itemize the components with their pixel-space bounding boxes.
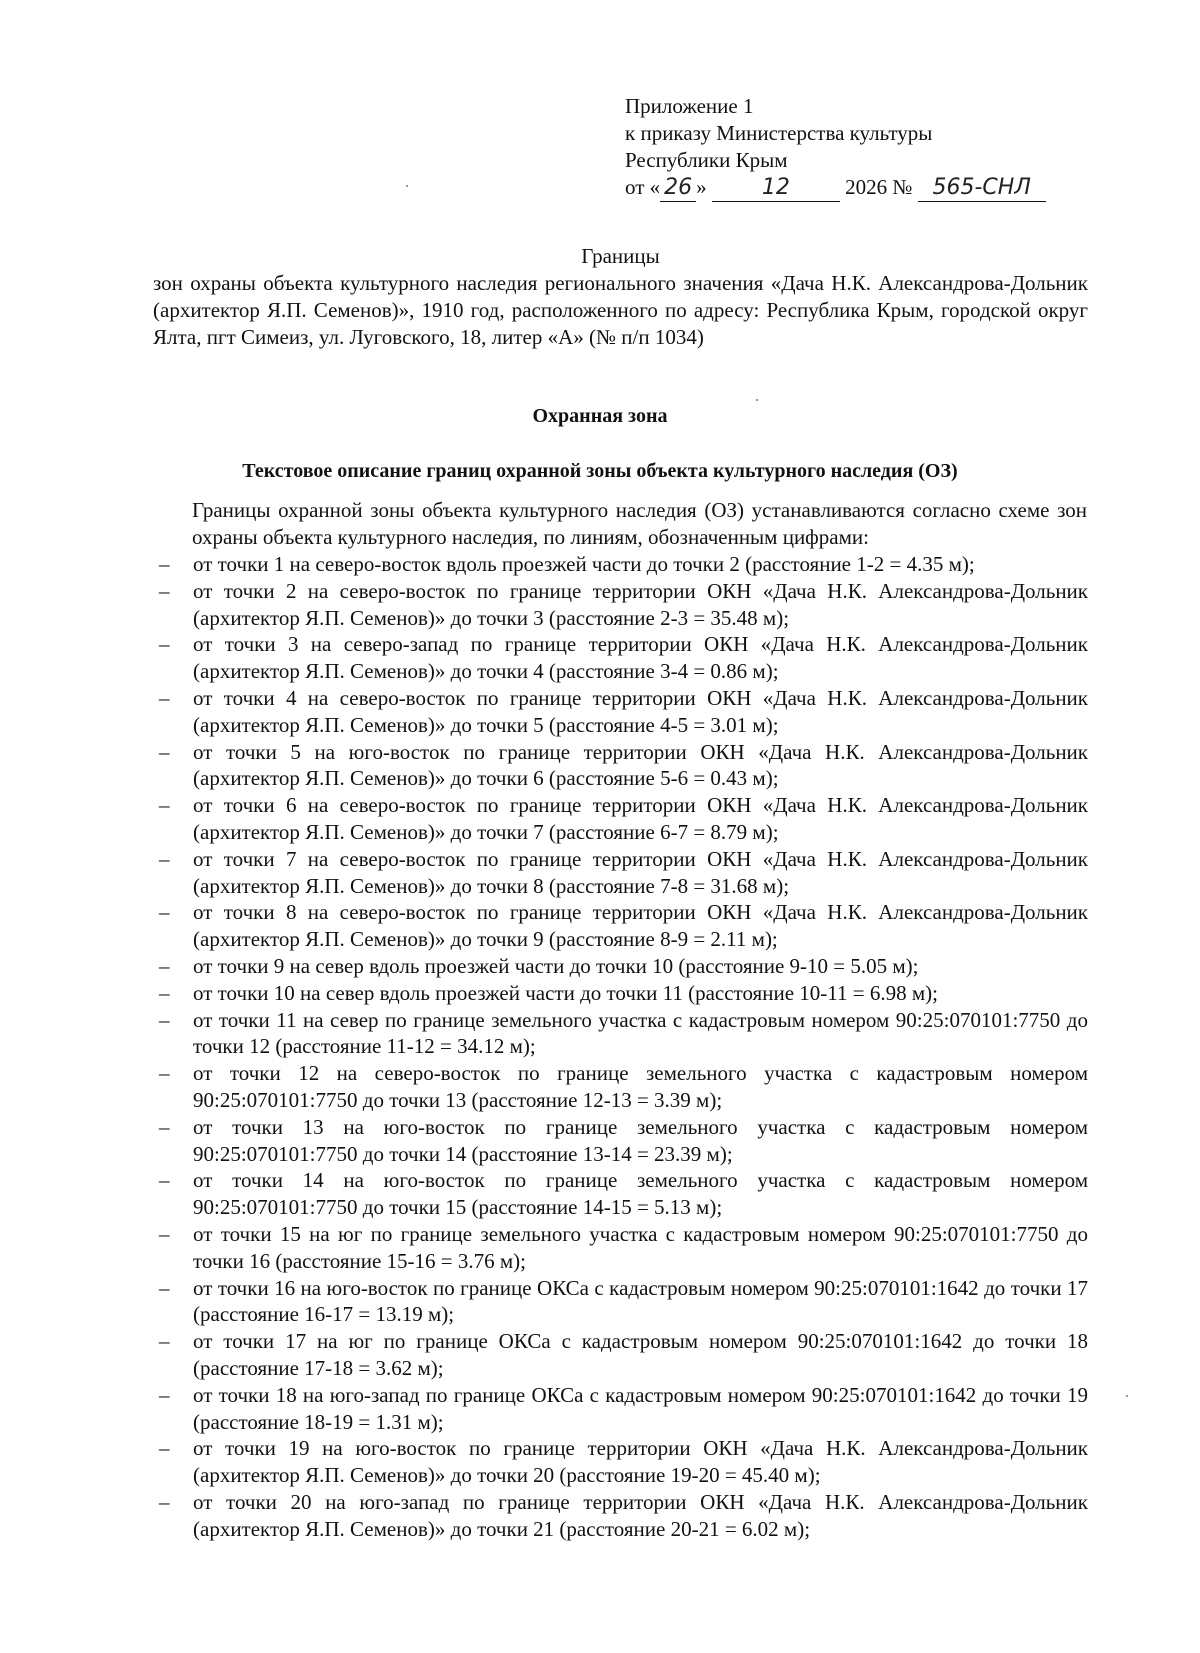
list-item-text: от точки 18 на юго-запад по границе ОКСа с кадастровым номером 90:25:070101:1642 до точки 19 (расстояние 18-19 = 1.31 м); — [193, 1382, 1088, 1434]
list-item — [153, 1382, 1088, 1436]
appendix-header — [625, 93, 1046, 202]
order-date-line — [625, 174, 1046, 202]
bullet-dash: – — [159, 980, 170, 1005]
subsection-heading: Текстовое описание границ охранной зоны объекта культурного наследия (ОЗ) — [242, 460, 958, 482]
list-item — [153, 1489, 1088, 1543]
list-item — [153, 739, 1088, 793]
bullet-dash: – — [159, 685, 170, 710]
list-item-text: от точки 9 на север вдоль проезжей части до точки 10 (расстояние 9-10 = 5.05 м); — [193, 953, 919, 978]
year-number-label: 2026 № — [845, 175, 913, 199]
list-item — [153, 1114, 1088, 1168]
list-item-text: от точки 8 на северо-восток по границе территории ОКН «Дача Н.К. Александрова-Дольник (архитектор Я.П. Семенов)» до точки 9 (расстояние 8-9 = 2.11 м); — [193, 900, 1088, 952]
list-item — [153, 1060, 1088, 1114]
section-heading: Охранная зона — [532, 405, 668, 427]
list-item-text: от точки 17 на юг по границе ОКСа с кадастровым номером 90:25:070101:1642 до точки 18 (расстояние 17-18 = 3.62 м); — [193, 1329, 1088, 1380]
bullet-dash: – — [159, 1114, 170, 1139]
list-item-text: от точки 16 на юго-восток по границе ОКСа с кадастровым номером 90:25:070101:1642 до точки 17 (расстояние 16-17 = 13.19 м); — [193, 1275, 1088, 1327]
list-item — [153, 1435, 1088, 1489]
date-close: » — [696, 175, 707, 199]
list-item — [153, 1328, 1088, 1382]
list-item — [153, 578, 1088, 632]
bullet-dash: – — [159, 1061, 170, 1086]
appendix-line-3: Республики Крым — [625, 148, 788, 172]
list-item — [153, 953, 1088, 980]
list-item-text: от точки 10 на север вдоль проезжей части до точки 11 (расстояние 10-11 = 6.98 м); — [193, 980, 938, 1005]
bullet-dash: – — [159, 1436, 170, 1461]
list-item-text: от точки 1 на северо-восток вдоль проезжей части до точки 2 (расстояние 1-2 = 4.35 м); — [193, 552, 975, 576]
bullet-dash: – — [159, 1329, 170, 1354]
list-item — [153, 1007, 1088, 1061]
bullet-dash: – — [159, 739, 170, 764]
scan-speck — [406, 185, 408, 187]
list-item-text: от точки 15 на юг по границе земельного участка с кадастровым номером 90:25:070101:7750 до точки 16 (расстояние 15-16 = 3.76 м); — [193, 1221, 1088, 1273]
bullet-dash: – — [159, 1382, 170, 1407]
title-text: зон охраны объекта культурного наследия регионального значения «Дача Н.К. Александрова-Дольник (архитектор Я.П. Семенов)», 1910 год, расположенного по адресу: Республика Крым, городской округ Ялта, пгт Симеиз, ул. Луговского, 18, литер «А» (№ п/п 1034) — [153, 271, 1088, 349]
order-number: 565-СНЛ — [918, 174, 1046, 202]
list-item-text: от точки 7 на северо-восток по границе территории ОКН «Дача Н.К. Александрова-Дольник (архитектор Я.П. Семенов)» до точки 8 (расстояние 7-8 = 31.68 м); — [193, 846, 1088, 898]
bullet-dash: – — [159, 1168, 170, 1193]
list-item — [153, 1275, 1088, 1329]
bullet-dash: – — [159, 632, 170, 657]
list-item-text: от точки 13 на юго-восток по границе земельного участка с кадастровым номером 90:25:070101:7750 до точки 14 (расстояние 13-14 = 23.39 м); — [193, 1114, 1088, 1166]
date-month: 12 — [712, 174, 840, 202]
bullet-dash: – — [159, 846, 170, 871]
list-item — [153, 846, 1088, 900]
list-item-text: от точки 19 на юго-восток по границе территории ОКН «Дача Н.К. Александрова-Дольник (архитектор Я.П. Семенов)» до точки 20 (расстояние 19-20 = 45.40 м); — [193, 1436, 1088, 1488]
appendix-line-2: к приказу Министерства культуры — [625, 121, 933, 145]
bullet-dash: – — [159, 793, 170, 818]
list-item-text: от точки 5 на юго-восток по границе территории ОКН «Дача Н.К. Александрова-Дольник (архитектор Я.П. Семенов)» до точки 6 (расстояние 5-6 = 0.43 м); — [193, 739, 1088, 791]
scan-speck — [1126, 1395, 1128, 1397]
boundary-list — [153, 551, 1088, 1542]
list-item-text: от точки 12 на северо-восток по границе земельного участка с кадастровым номером 90:25:070101:7750 до точки 13 (расстояние 12-13 = 3.39 м); — [193, 1061, 1088, 1112]
list-item — [153, 631, 1088, 685]
appendix-line-1: Приложение 1 — [625, 94, 754, 118]
bullet-dash: – — [159, 552, 170, 576]
list-item-text: от точки 20 на юго-запад по границе территории ОКН «Дача Н.К. Александрова-Дольник (архитектор Я.П. Семенов)» до точки 21 (расстояние 20-21 = 6.02 м); — [193, 1489, 1088, 1541]
scan-speck — [756, 399, 758, 401]
bullet-dash: – — [159, 953, 170, 978]
bullet-dash: – — [159, 1489, 170, 1514]
title-heading: Границы — [581, 244, 660, 268]
list-item-text: от точки 4 на северо-восток по границе территории ОКН «Дача Н.К. Александрова-Дольник (архитектор Я.П. Семенов)» до точки 5 (расстояние 4-5 = 3.01 м); — [193, 685, 1088, 737]
document-title — [153, 243, 1088, 351]
bullet-dash: – — [159, 1221, 170, 1246]
bullet-dash: – — [159, 578, 170, 603]
list-item-text: от точки 2 на северо-восток по границе территории ОКН «Дача Н.К. Александрова-Дольник (архитектор Я.П. Семенов)» до точки 3 (расстояние 2-3 = 35.48 м); — [193, 578, 1088, 630]
date-day: 26 — [660, 174, 696, 202]
list-item — [153, 1167, 1088, 1221]
date-prefix: от « — [625, 175, 661, 199]
list-item — [153, 1221, 1088, 1275]
bullet-dash: – — [159, 1275, 170, 1300]
list-item-text: от точки 6 на северо-восток по границе территории ОКН «Дача Н.К. Александрова-Дольник (архитектор Я.П. Семенов)» до точки 7 (расстояние 6-7 = 8.79 м); — [193, 793, 1088, 844]
list-item-text: от точки 14 на юго-восток по границе земельного участка с кадастровым номером 90:25:070101:7750 до точки 15 (расстояние 14-15 = 5.13 м); — [193, 1168, 1088, 1220]
list-item — [153, 792, 1088, 846]
list-item — [153, 685, 1088, 739]
intro-paragraph: Границы охранной зоны объекта культурного наследия (ОЗ) устанавливаются согласно схеме зон охраны объекта культурного наследия, по линиям, обозначенным цифрами: — [192, 498, 1087, 549]
bullet-dash: – — [159, 1007, 170, 1032]
list-item — [153, 899, 1088, 953]
bullet-dash: – — [159, 900, 170, 925]
list-item — [153, 551, 1088, 578]
list-item-text: от точки 11 на север по границе земельного участка с кадастровым номером 90:25:070101:7750 до точки 12 (расстояние 11-12 = 34.12 м); — [193, 1007, 1088, 1059]
list-item — [153, 980, 1088, 1007]
list-item-text: от точки 3 на северо-запад по границе территории ОКН «Дача Н.К. Александрова-Дольник (архитектор Я.П. Семенов)» до точки 4 (расстояние 3-4 = 0.86 м); — [193, 632, 1088, 684]
